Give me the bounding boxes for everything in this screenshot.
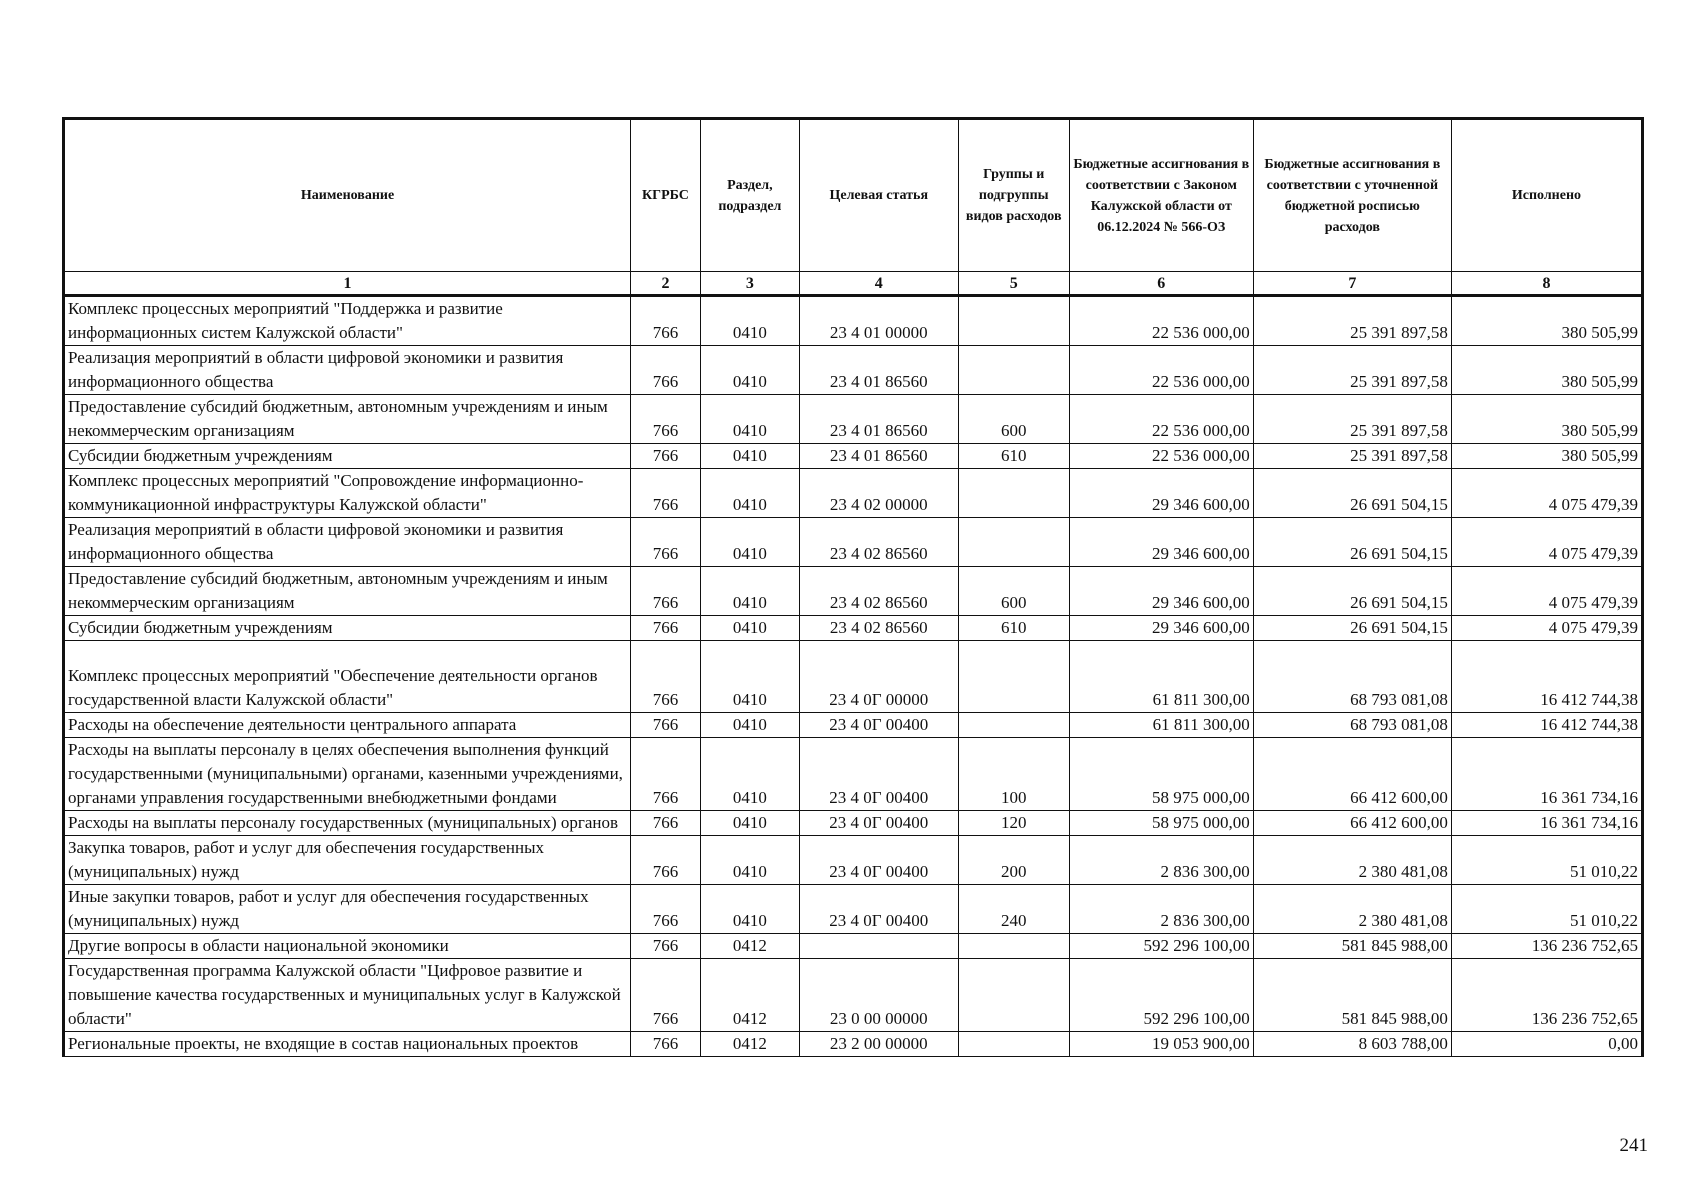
row-kgrbs: 766 xyxy=(631,395,701,444)
row-name: Закупка товаров, работ и услуг для обеспечения государственных (муниципальных) нужд xyxy=(64,836,631,885)
row-refined-amount: 26 691 504,15 xyxy=(1253,616,1451,641)
row-target: 23 4 0Г 00400 xyxy=(799,738,958,811)
table-row xyxy=(64,885,1643,934)
column-number: 7 xyxy=(1253,272,1451,296)
row-section: 0410 xyxy=(700,296,799,346)
row-refined-amount: 26 691 504,15 xyxy=(1253,469,1451,518)
row-refined-amount: 8 603 788,00 xyxy=(1253,1032,1451,1057)
row-executed-amount: 136 236 752,65 xyxy=(1451,959,1642,1032)
row-refined-amount: 25 391 897,58 xyxy=(1253,346,1451,395)
row-executed-amount: 4 075 479,39 xyxy=(1451,518,1642,567)
row-section: 0410 xyxy=(700,811,799,836)
budget-execution-table xyxy=(62,117,1644,1057)
row-target: 23 4 0Г 00000 xyxy=(799,641,958,713)
row-kgrbs: 766 xyxy=(631,713,701,738)
row-law-amount: 61 811 300,00 xyxy=(1069,713,1253,738)
row-group: 610 xyxy=(958,444,1069,469)
row-kgrbs: 766 xyxy=(631,518,701,567)
table-row xyxy=(64,296,1643,346)
row-name: Предоставление субсидий бюджетным, автономным учреждениям и иным некоммерческим организациям xyxy=(64,567,631,616)
row-refined-amount: 68 793 081,08 xyxy=(1253,641,1451,713)
row-name: Государственная программа Калужской области "Цифровое развитие и повышение качества государственных и муниципальных услуг в Калужской области" xyxy=(64,959,631,1032)
row-law-amount: 19 053 900,00 xyxy=(1069,1032,1253,1057)
row-kgrbs: 766 xyxy=(631,296,701,346)
table-row xyxy=(64,641,1643,713)
row-group xyxy=(958,518,1069,567)
row-section: 0412 xyxy=(700,959,799,1032)
table-row xyxy=(64,518,1643,567)
row-kgrbs: 766 xyxy=(631,641,701,713)
column-number: 3 xyxy=(700,272,799,296)
row-target: 23 4 01 86560 xyxy=(799,444,958,469)
row-executed-amount: 136 236 752,65 xyxy=(1451,934,1642,959)
row-name: Комплекс процессных мероприятий "Обеспечение деятельности органов государственной власти Калужской области" xyxy=(64,641,631,713)
row-law-amount: 22 536 000,00 xyxy=(1069,346,1253,395)
row-section: 0410 xyxy=(700,616,799,641)
row-law-amount: 58 975 000,00 xyxy=(1069,738,1253,811)
row-target: 23 4 02 86560 xyxy=(799,567,958,616)
row-target: 23 4 01 00000 xyxy=(799,296,958,346)
header-groups: Группы и подгруппы видов расходов xyxy=(958,119,1069,272)
row-kgrbs: 766 xyxy=(631,836,701,885)
row-group: 610 xyxy=(958,616,1069,641)
row-executed-amount: 16 361 734,16 xyxy=(1451,811,1642,836)
page-number: 241 xyxy=(1619,1135,1648,1156)
row-law-amount: 29 346 600,00 xyxy=(1069,518,1253,567)
row-executed-amount: 4 075 479,39 xyxy=(1451,567,1642,616)
row-executed-amount: 4 075 479,39 xyxy=(1451,616,1642,641)
row-group: 200 xyxy=(958,836,1069,885)
row-section: 0410 xyxy=(700,469,799,518)
row-executed-amount: 51 010,22 xyxy=(1451,836,1642,885)
row-name: Реализация мероприятий в области цифровой экономики и развития информационного общества xyxy=(64,346,631,395)
row-law-amount: 2 836 300,00 xyxy=(1069,885,1253,934)
table-row xyxy=(64,395,1643,444)
row-section: 0410 xyxy=(700,738,799,811)
header-executed: Исполнено xyxy=(1451,119,1642,272)
row-name: Комплекс процессных мероприятий "Сопровождение информационно-коммуникационной инфраструктуры Калужской области" xyxy=(64,469,631,518)
row-group: 120 xyxy=(958,811,1069,836)
row-refined-amount: 25 391 897,58 xyxy=(1253,395,1451,444)
table-row xyxy=(64,738,1643,811)
row-target xyxy=(799,934,958,959)
row-refined-amount: 68 793 081,08 xyxy=(1253,713,1451,738)
header-row xyxy=(64,119,1643,272)
row-section: 0412 xyxy=(700,934,799,959)
table-row xyxy=(64,1032,1643,1057)
row-name: Расходы на выплаты персоналу государственных (муниципальных) органов xyxy=(64,811,631,836)
column-number: 2 xyxy=(631,272,701,296)
row-group: 240 xyxy=(958,885,1069,934)
table-row xyxy=(64,713,1643,738)
column-number: 1 xyxy=(64,272,631,296)
row-kgrbs: 766 xyxy=(631,738,701,811)
row-group: 600 xyxy=(958,567,1069,616)
table-row xyxy=(64,616,1643,641)
row-target: 23 4 01 86560 xyxy=(799,395,958,444)
row-executed-amount: 380 505,99 xyxy=(1451,296,1642,346)
row-section: 0410 xyxy=(700,567,799,616)
row-refined-amount: 25 391 897,58 xyxy=(1253,296,1451,346)
row-kgrbs: 766 xyxy=(631,1032,701,1057)
column-number: 5 xyxy=(958,272,1069,296)
row-name: Другие вопросы в области национальной экономики xyxy=(64,934,631,959)
row-name: Расходы на выплаты персоналу в целях обеспечения выполнения функций государственными (муниципальными) органами, казенными учреждениями, органами управления государственными внебюджетными фондами xyxy=(64,738,631,811)
table-row xyxy=(64,567,1643,616)
row-section: 0410 xyxy=(700,641,799,713)
row-target: 23 4 0Г 00400 xyxy=(799,885,958,934)
row-target: 23 4 02 00000 xyxy=(799,469,958,518)
row-law-amount: 58 975 000,00 xyxy=(1069,811,1253,836)
row-law-amount: 61 811 300,00 xyxy=(1069,641,1253,713)
row-name: Региональные проекты, не входящие в состав национальных проектов xyxy=(64,1032,631,1057)
column-number: 6 xyxy=(1069,272,1253,296)
row-refined-amount: 2 380 481,08 xyxy=(1253,836,1451,885)
row-executed-amount: 51 010,22 xyxy=(1451,885,1642,934)
row-executed-amount: 380 505,99 xyxy=(1451,444,1642,469)
row-section: 0410 xyxy=(700,395,799,444)
row-section: 0410 xyxy=(700,836,799,885)
row-name: Предоставление субсидий бюджетным, автономным учреждениям и иным некоммерческим организациям xyxy=(64,395,631,444)
row-group xyxy=(958,641,1069,713)
row-executed-amount: 16 412 744,38 xyxy=(1451,713,1642,738)
row-section: 0412 xyxy=(700,1032,799,1057)
row-law-amount: 29 346 600,00 xyxy=(1069,469,1253,518)
row-executed-amount: 16 412 744,38 xyxy=(1451,641,1642,713)
row-refined-amount: 25 391 897,58 xyxy=(1253,444,1451,469)
row-group xyxy=(958,296,1069,346)
row-section: 0410 xyxy=(700,444,799,469)
row-law-amount: 592 296 100,00 xyxy=(1069,959,1253,1032)
row-group xyxy=(958,1032,1069,1057)
row-kgrbs: 766 xyxy=(631,959,701,1032)
row-group xyxy=(958,346,1069,395)
row-target: 23 2 00 00000 xyxy=(799,1032,958,1057)
column-number-row xyxy=(64,272,1643,296)
row-refined-amount: 2 380 481,08 xyxy=(1253,885,1451,934)
row-kgrbs: 766 xyxy=(631,567,701,616)
row-law-amount: 22 536 000,00 xyxy=(1069,395,1253,444)
table-row xyxy=(64,836,1643,885)
header-section: Раздел, подраздел xyxy=(700,119,799,272)
header-target: Целевая статья xyxy=(799,119,958,272)
row-target: 23 4 02 86560 xyxy=(799,518,958,567)
row-kgrbs: 766 xyxy=(631,444,701,469)
table-row xyxy=(64,469,1643,518)
row-group xyxy=(958,469,1069,518)
column-number: 8 xyxy=(1451,272,1642,296)
row-name: Реализация мероприятий в области цифровой экономики и развития информационного общества xyxy=(64,518,631,567)
row-executed-amount: 4 075 479,39 xyxy=(1451,469,1642,518)
column-number: 4 xyxy=(799,272,958,296)
row-target: 23 4 0Г 00400 xyxy=(799,713,958,738)
row-name: Иные закупки товаров, работ и услуг для обеспечения государственных (муниципальных) нужд xyxy=(64,885,631,934)
row-kgrbs: 766 xyxy=(631,469,701,518)
row-law-amount: 592 296 100,00 xyxy=(1069,934,1253,959)
row-group: 100 xyxy=(958,738,1069,811)
row-law-amount: 29 346 600,00 xyxy=(1069,567,1253,616)
row-group: 600 xyxy=(958,395,1069,444)
row-kgrbs: 766 xyxy=(631,811,701,836)
row-refined-amount: 26 691 504,15 xyxy=(1253,567,1451,616)
row-target: 23 4 01 86560 xyxy=(799,346,958,395)
table-row xyxy=(64,444,1643,469)
row-target: 23 4 02 86560 xyxy=(799,616,958,641)
row-executed-amount: 380 505,99 xyxy=(1451,346,1642,395)
header-kgrbs: КГРБС xyxy=(631,119,701,272)
row-name: Субсидии бюджетным учреждениям xyxy=(64,616,631,641)
row-law-amount: 29 346 600,00 xyxy=(1069,616,1253,641)
row-section: 0410 xyxy=(700,713,799,738)
row-kgrbs: 766 xyxy=(631,616,701,641)
row-name: Расходы на обеспечение деятельности центрального аппарата xyxy=(64,713,631,738)
row-kgrbs: 766 xyxy=(631,934,701,959)
row-section: 0410 xyxy=(700,346,799,395)
row-refined-amount: 26 691 504,15 xyxy=(1253,518,1451,567)
row-law-amount: 22 536 000,00 xyxy=(1069,296,1253,346)
row-section: 0410 xyxy=(700,518,799,567)
header-name: Наименование xyxy=(64,119,631,272)
row-group xyxy=(958,934,1069,959)
row-law-amount: 22 536 000,00 xyxy=(1069,444,1253,469)
header-refined: Бюджетные ассигнования в соответствии с уточненной бюджетной росписью расходов xyxy=(1253,119,1451,272)
row-name: Субсидии бюджетным учреждениям xyxy=(64,444,631,469)
row-target: 23 4 0Г 00400 xyxy=(799,836,958,885)
row-kgrbs: 766 xyxy=(631,346,701,395)
row-target: 23 0 00 00000 xyxy=(799,959,958,1032)
row-refined-amount: 581 845 988,00 xyxy=(1253,934,1451,959)
table-row xyxy=(64,959,1643,1032)
row-refined-amount: 66 412 600,00 xyxy=(1253,811,1451,836)
table-row xyxy=(64,811,1643,836)
row-section: 0410 xyxy=(700,885,799,934)
row-executed-amount: 380 505,99 xyxy=(1451,395,1642,444)
row-target: 23 4 0Г 00400 xyxy=(799,811,958,836)
row-executed-amount: 0,00 xyxy=(1451,1032,1642,1057)
row-executed-amount: 16 361 734,16 xyxy=(1451,738,1642,811)
table-row xyxy=(64,346,1643,395)
row-refined-amount: 66 412 600,00 xyxy=(1253,738,1451,811)
header-law: Бюджетные ассигнования в соответствии с Законом Калужской области от 06.12.2024 № 566-ОЗ xyxy=(1069,119,1253,272)
row-group xyxy=(958,713,1069,738)
table-row xyxy=(64,934,1643,959)
row-group xyxy=(958,959,1069,1032)
row-name: Комплекс процессных мероприятий "Поддержка и развитие информационных систем Калужской области" xyxy=(64,296,631,346)
row-refined-amount: 581 845 988,00 xyxy=(1253,959,1451,1032)
row-kgrbs: 766 xyxy=(631,885,701,934)
row-law-amount: 2 836 300,00 xyxy=(1069,836,1253,885)
